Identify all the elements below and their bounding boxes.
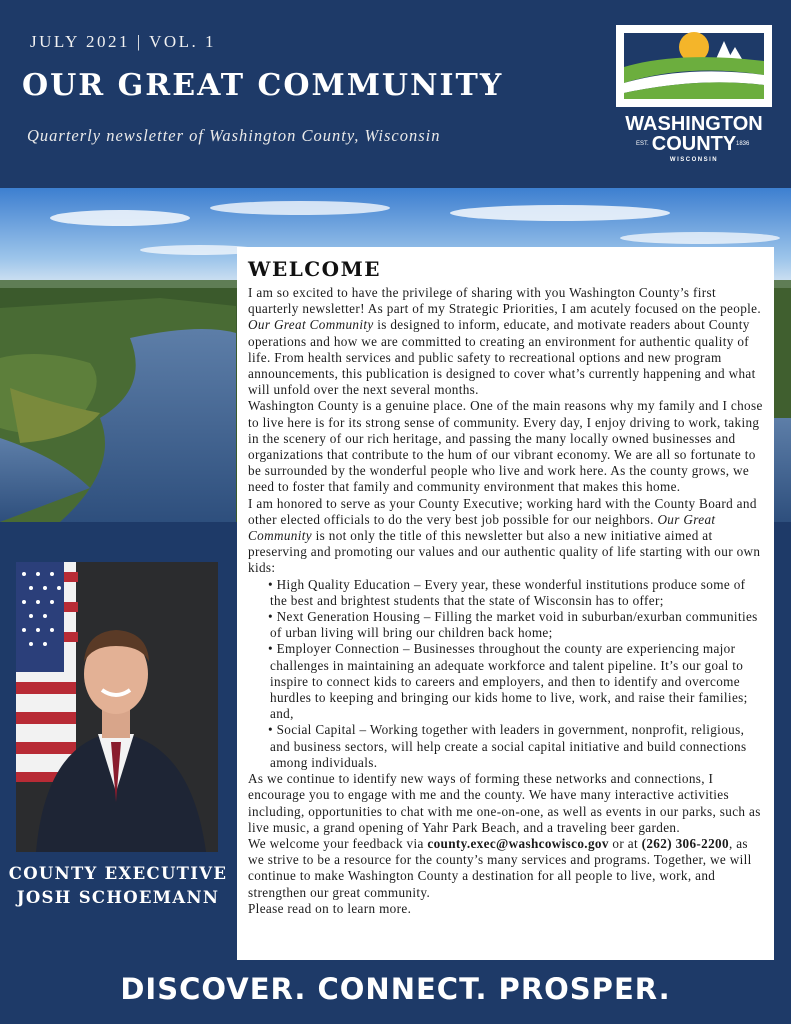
executive-name: JOSH SCHOEMANN [16,888,220,907]
contact-phone[interactable]: (262) 306-2200 [641,835,729,851]
washington-county-logo [616,25,772,170]
letter-paragraph-1 [248,285,765,398]
p5-text-a: We welcome your feedback via [248,835,428,851]
executive-caption [0,862,236,910]
p1-text-b: is designed to inform, educate, and motivate readers about County operations and how we are committed to creating an environment for authentic quality of life. From health services and public safety to recreational options and new program announcements, this publication is designed to cover what’s currently happening and what will unfold over the next several months. [248,317,756,398]
newsletter-header [0,0,791,188]
list-item: • Social Capital – Working together with leaders in government, nonprofit, religious, and business sectors, will help create a social capital initiative and build connections among individuals. [268,722,747,770]
logo-est: EST. [636,141,649,147]
p3-text-a: I am honored to serve as your County Executive; working hard with the County Board and other elected officials to do the very best job possible for our neighbors. [248,495,757,527]
letter-paragraph-2: Washington County is a genuine place. One of the main reasons why my family and I chose to live here is for its strong sense of community. Every day, I enjoy driving to work, taking in the scenery of our rich heritage, and passing the many locally owned businesses and organizations that contribute to the hum of our vibrant economy. We are all so fortunate to be surrounded by the wonderful people who live and work here. As the county grows, we need to foster that family and community environment that makes this home. [248,398,763,495]
issue-date: JULY 2021 | VOL. 1 [30,32,217,51]
letter-paragraph-5 [248,836,765,901]
p1-text-a: I am so excited to have the privilege of sharing with you Washington County’s first quarterly newsletter! As part of my Strategic Priorities, I am acutely focused on the people. [248,285,762,317]
landscape-icon [618,27,770,105]
letter-closing: Please read on to learn more. [248,900,412,916]
letter-paragraph-4: As we continue to identify new ways of forming these networks and connections, I encourage you to engage with me and the county. We have many interactive activities including, opportunities to chat with me one-on-one, as well as events in our parks, such as live music, a grand opening of Yahr Park Beach, and a traveling beer garden. [248,771,761,835]
newsletter-subtitle: Quarterly newsletter of Washington County, Wisconsin [27,126,441,145]
welcome-letter [237,247,774,960]
p5-text-c: , as we strive to be a resource for the county’s many services and programs. Together, we will continue to make Washington County a destination for all people to live, work, and strengthen our great community. [248,835,752,900]
contact-email[interactable]: county.exec@washcowisco.gov [427,835,609,851]
logo-emblem [616,25,772,107]
logo-wordmark-line2: COUNTY [651,133,737,155]
list-item: • High Quality Education – Every year, these wonderful institutions produce some of the best and brightest students that the state of Wisconsin has to offer; [268,576,746,608]
logo-wordmark-line1: WASHINGTON [625,113,763,135]
p3-publication-title: Our Great Community [248,511,716,544]
portrait-image [16,562,218,852]
p3-text-b: is not only the title of this newsletter but also a new initiative aimed at preserving and promoting our values and our authentic quality of life starting with our own kids: [248,528,761,576]
executive-portrait [16,562,218,852]
list-item: • Next Generation Housing – Filling the market void in suburban/exurban communities of urban living will bring our children back home; [268,609,758,641]
executive-role: COUNTY EXECUTIVE [8,864,228,883]
letter-paragraph-3 [248,496,765,577]
logo-year: 1836 [736,141,750,147]
list-item: • Employer Connection – Businesses throughout the county are experiencing major challenges in maintaining an adequate workforce and talent pipeline. It’s our goal to inspire to connect kids to careers and employers, and then to identify and overcome hurdles to keeping and bringing our kids home to live, work, and raise their families; and, [268,641,748,722]
p1-publication-title: Our Great Community [248,317,374,333]
welcome-heading: WELCOME [248,257,381,281]
p5-text-b: or at [608,835,642,851]
footer-tagline: DISCOVER. CONNECT. PROSPER. [120,972,671,1006]
newsletter-title: OUR GREAT COMMUNITY [22,68,504,103]
logo-state: WISCONSIN [669,157,719,163]
priorities-list [248,577,765,771]
